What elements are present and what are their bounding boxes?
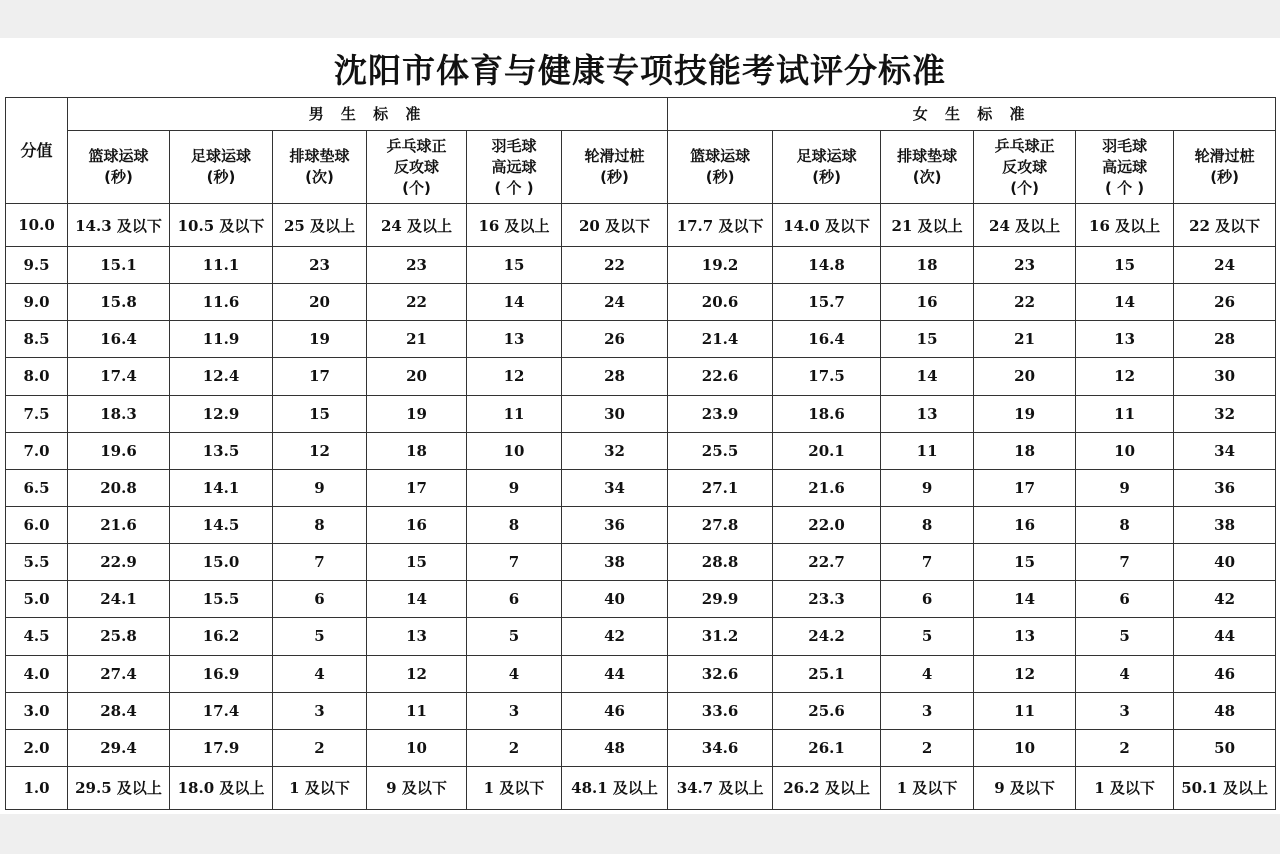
table-cell: 21.6 (68, 506, 170, 543)
score-value-cell: 5.5 (6, 544, 68, 581)
score-value-cell: 4.5 (6, 618, 68, 655)
table-cell: 28 (1174, 321, 1276, 358)
table-cell: 27.8 (668, 506, 773, 543)
header-line: 轮滑过桩 (1194, 147, 1255, 165)
header-line: 羽毛球 (1102, 136, 1148, 155)
table-cell: 40 (562, 581, 668, 618)
table-cell: 17.4 (68, 358, 170, 395)
table-cell: 25.5 (668, 432, 773, 469)
table-cell: 11 (1076, 395, 1174, 432)
table-cell: 9 (467, 469, 562, 506)
table-cell: 22.0 (773, 506, 881, 543)
table-cell: 22 (974, 284, 1076, 321)
table-cell: 17.9 (170, 729, 273, 766)
table-cell: 3 (273, 692, 367, 729)
table-cell: 24.1 (68, 581, 170, 618)
table-cell: 11 (881, 432, 974, 469)
table-row (6, 358, 1276, 395)
score-value-cell: 4.0 (6, 655, 68, 692)
table-cell: 18 (881, 247, 974, 284)
table-cell: 4 (1076, 655, 1174, 692)
table-cell: 13 (367, 618, 467, 655)
table-row (6, 618, 1276, 655)
table-cell: 22 (367, 284, 467, 321)
score-column-header: 分值 (6, 98, 68, 204)
header-line: (秒) (600, 168, 629, 186)
table-cell: 29.5 及以上 (68, 766, 170, 809)
header-line: (秒) (104, 168, 133, 186)
table-cell: 16 (881, 284, 974, 321)
table-cell: 11.9 (170, 321, 273, 358)
table-cell: 13 (467, 321, 562, 358)
female-standard-header: 女 生 标 准 (668, 98, 1276, 131)
table-cell: 11 (974, 692, 1076, 729)
table-cell: 12 (974, 655, 1076, 692)
header-line: (秒) (812, 168, 841, 186)
table-row (6, 321, 1276, 358)
table-cell: 23 (367, 247, 467, 284)
table-cell: 25 及以上 (273, 204, 367, 247)
table-row (6, 766, 1276, 809)
table-cell: 21.4 (668, 321, 773, 358)
female-table-tennis-header (974, 131, 1076, 204)
table-cell: 4 (881, 655, 974, 692)
male-roller-skating-header (562, 131, 668, 204)
table-cell: 3 (467, 692, 562, 729)
table-cell: 26.1 (773, 729, 881, 766)
column-header-row (6, 131, 1276, 204)
table-row (6, 544, 1276, 581)
table-cell: 18.3 (68, 395, 170, 432)
table-cell: 25.6 (773, 692, 881, 729)
male-volleyball-bump-header (273, 131, 367, 204)
header-line: 高远球 (1102, 157, 1148, 176)
table-cell: 6 (467, 581, 562, 618)
table-cell: 15.7 (773, 284, 881, 321)
table-cell: 5 (1076, 618, 1174, 655)
table-cell: 19 (367, 395, 467, 432)
table-cell: 9 (273, 469, 367, 506)
table-cell: 1 及以下 (273, 766, 367, 809)
table-cell: 24.2 (773, 618, 881, 655)
table-cell: 18 (974, 432, 1076, 469)
table-cell: 30 (562, 395, 668, 432)
table-cell: 34.6 (668, 729, 773, 766)
table-cell: 6 (1076, 581, 1174, 618)
table-cell: 22.9 (68, 544, 170, 581)
table-row (6, 247, 1276, 284)
table-cell: 17.5 (773, 358, 881, 395)
female-volleyball-bump-header (881, 131, 974, 204)
table-cell: 19 (974, 395, 1076, 432)
table-cell: 48 (562, 729, 668, 766)
table-cell: 32 (1174, 395, 1276, 432)
table-cell: 19 (273, 321, 367, 358)
header-line: (个) (1010, 178, 1039, 197)
table-cell: 11.1 (170, 247, 273, 284)
table-cell: 14 (367, 581, 467, 618)
table-cell: 21 (974, 321, 1076, 358)
table-cell: 1 及以下 (467, 766, 562, 809)
table-cell: 24 (562, 284, 668, 321)
table-cell: 10 (367, 729, 467, 766)
table-cell: 4 (467, 655, 562, 692)
table-cell: 2 (273, 729, 367, 766)
table-cell: 34.7 及以上 (668, 766, 773, 809)
table-cell: 33.6 (668, 692, 773, 729)
table-cell: 22 及以下 (1174, 204, 1276, 247)
table-cell: 20 及以下 (562, 204, 668, 247)
table-cell: 5 (467, 618, 562, 655)
table-cell: 16.4 (68, 321, 170, 358)
header-line: 羽毛球 (491, 136, 537, 155)
table-cell: 44 (1174, 618, 1276, 655)
header-line: 足球运球 (796, 147, 857, 165)
table-cell: 9 (881, 469, 974, 506)
table-cell: 14 (974, 581, 1076, 618)
female-roller-skating-header (1174, 131, 1276, 204)
female-basketball-dribble-header (668, 131, 773, 204)
table-cell: 15.0 (170, 544, 273, 581)
table-cell: 17 (974, 469, 1076, 506)
male-table-tennis-header (367, 131, 467, 204)
table-cell: 48.1 及以上 (562, 766, 668, 809)
score-value-cell: 1.0 (6, 766, 68, 809)
header-line: (秒) (206, 168, 236, 186)
table-cell: 24 及以上 (367, 204, 467, 247)
table-cell: 16.4 (773, 321, 881, 358)
header-line: 排球垫球 (289, 147, 350, 165)
table-cell: 22.7 (773, 544, 881, 581)
table-cell: 17.7 及以下 (668, 204, 773, 247)
table-cell: 7 (273, 544, 367, 581)
table-cell: 12.9 (170, 395, 273, 432)
table-cell: 5 (273, 618, 367, 655)
female-football-dribble-header (773, 131, 881, 204)
table-cell: 3 (881, 692, 974, 729)
header-line: ( 个 ) (494, 178, 534, 197)
table-cell: 15 (367, 544, 467, 581)
score-value-cell: 10.0 (6, 204, 68, 247)
table-cell: 42 (562, 618, 668, 655)
table-cell: 15.8 (68, 284, 170, 321)
table-row (6, 432, 1276, 469)
table-cell: 15.5 (170, 581, 273, 618)
score-value-cell: 8.0 (6, 358, 68, 395)
table-cell: 10 (1076, 432, 1174, 469)
header-line: ( 个 ) (1105, 178, 1145, 197)
table-cell: 16 及以上 (1076, 204, 1174, 247)
table-cell: 17 (367, 469, 467, 506)
table-cell: 18 (367, 432, 467, 469)
score-sheet (0, 38, 1280, 814)
table-cell: 9 及以下 (974, 766, 1076, 809)
table-cell: 2 (881, 729, 974, 766)
table-cell: 25.1 (773, 655, 881, 692)
table-cell: 8 (1076, 506, 1174, 543)
table-cell: 8 (881, 506, 974, 543)
score-value-cell: 3.0 (6, 692, 68, 729)
table-body (6, 204, 1276, 810)
table-row (6, 506, 1276, 543)
table-cell: 24 及以上 (974, 204, 1076, 247)
table-cell: 14 (1076, 284, 1174, 321)
table-cell: 24 (1174, 247, 1276, 284)
table-cell: 23.9 (668, 395, 773, 432)
header-line: 反攻球 (393, 157, 439, 176)
header-line: (次) (912, 168, 942, 186)
table-cell: 6 (273, 581, 367, 618)
table-cell: 2 (467, 729, 562, 766)
score-value-cell: 5.0 (6, 581, 68, 618)
header-line: 乒乓球正 (994, 136, 1055, 155)
table-cell: 32.6 (668, 655, 773, 692)
table-cell: 46 (1174, 655, 1276, 692)
table-cell: 3 (1076, 692, 1174, 729)
score-value-cell: 6.0 (6, 506, 68, 543)
header-line: 乒乓球正 (386, 136, 447, 155)
table-cell: 5 (881, 618, 974, 655)
score-value-cell: 2.0 (6, 729, 68, 766)
table-cell: 7 (881, 544, 974, 581)
table-cell: 26 (562, 321, 668, 358)
table-cell: 15 (467, 247, 562, 284)
table-cell: 16.2 (170, 618, 273, 655)
table-cell: 15 (273, 395, 367, 432)
table-row (6, 395, 1276, 432)
header-line: (秒) (1210, 168, 1239, 186)
table-cell: 46 (562, 692, 668, 729)
table-cell: 1 及以下 (881, 766, 974, 809)
table-cell: 14 (467, 284, 562, 321)
table-cell: 19.6 (68, 432, 170, 469)
table-cell: 50 (1174, 729, 1276, 766)
table-cell: 13 (881, 395, 974, 432)
table-cell: 14.5 (170, 506, 273, 543)
table-cell: 14.8 (773, 247, 881, 284)
male-football-dribble-header (170, 131, 273, 204)
table-cell: 10 (467, 432, 562, 469)
header-line: 轮滑过桩 (584, 147, 645, 165)
table-cell: 20 (367, 358, 467, 395)
table-cell: 15 (1076, 247, 1174, 284)
table-cell: 22 (562, 247, 668, 284)
table-cell: 27.4 (68, 655, 170, 692)
table-cell: 30 (1174, 358, 1276, 395)
table-cell: 25.8 (68, 618, 170, 655)
table-cell: 18.0 及以上 (170, 766, 273, 809)
table-cell: 2 (1076, 729, 1174, 766)
table-cell: 8 (273, 506, 367, 543)
header-line: 排球垫球 (897, 147, 958, 165)
table-cell: 50.1 及以上 (1174, 766, 1276, 809)
table-cell: 14 (881, 358, 974, 395)
table-cell: 16 (974, 506, 1076, 543)
score-value-cell: 6.5 (6, 469, 68, 506)
header-line: 篮球运球 (88, 147, 149, 165)
score-value-cell: 7.0 (6, 432, 68, 469)
score-value-cell: 9.5 (6, 247, 68, 284)
table-cell: 40 (1174, 544, 1276, 581)
table-cell: 13.5 (170, 432, 273, 469)
table-cell: 11.6 (170, 284, 273, 321)
table-cell: 36 (562, 506, 668, 543)
header-line: 足球运球 (190, 147, 251, 165)
table-cell: 28.8 (668, 544, 773, 581)
table-cell: 9 (1076, 469, 1174, 506)
table-cell: 20.6 (668, 284, 773, 321)
table-cell: 20 (273, 284, 367, 321)
table-cell: 14.1 (170, 469, 273, 506)
table-cell: 12.4 (170, 358, 273, 395)
table-cell: 20 (974, 358, 1076, 395)
table-cell: 36 (1174, 469, 1276, 506)
table-row (6, 692, 1276, 729)
table-cell: 13 (1076, 321, 1174, 358)
table-cell: 12 (367, 655, 467, 692)
table-cell: 6 (881, 581, 974, 618)
table-row (6, 729, 1276, 766)
male-standard-header: 男 生 标 准 (68, 98, 668, 131)
table-cell: 38 (1174, 506, 1276, 543)
table-cell: 18.6 (773, 395, 881, 432)
score-value-cell: 9.0 (6, 284, 68, 321)
table-row (6, 204, 1276, 247)
header-line: 反攻球 (1002, 157, 1048, 176)
table-cell: 12 (467, 358, 562, 395)
table-cell: 23 (974, 247, 1076, 284)
table-cell: 26.2 及以上 (773, 766, 881, 809)
table-cell: 34 (1174, 432, 1276, 469)
table-cell: 16 及以上 (467, 204, 562, 247)
table-cell: 38 (562, 544, 668, 581)
table-cell: 14.0 及以下 (773, 204, 881, 247)
table-cell: 29.9 (668, 581, 773, 618)
table-cell: 26 (1174, 284, 1276, 321)
table-cell: 15 (974, 544, 1076, 581)
male-badminton-clear-header (467, 131, 562, 204)
table-cell: 48 (1174, 692, 1276, 729)
table-cell: 31.2 (668, 618, 773, 655)
table-cell: 12 (273, 432, 367, 469)
table-cell: 8 (467, 506, 562, 543)
table-cell: 1 及以下 (1076, 766, 1174, 809)
table-cell: 12 (1076, 358, 1174, 395)
table-cell: 20.8 (68, 469, 170, 506)
table-cell: 27.1 (668, 469, 773, 506)
table-cell: 23 (273, 247, 367, 284)
table-cell: 10 (974, 729, 1076, 766)
table-cell: 11 (467, 395, 562, 432)
table-row (6, 655, 1276, 692)
table-cell: 21 及以上 (881, 204, 974, 247)
table-cell: 32 (562, 432, 668, 469)
table-cell: 20.1 (773, 432, 881, 469)
table-cell: 28.4 (68, 692, 170, 729)
table-cell: 34 (562, 469, 668, 506)
table-cell: 19.2 (668, 247, 773, 284)
table-cell: 11 (367, 692, 467, 729)
table-cell: 16 (367, 506, 467, 543)
table-cell: 17.4 (170, 692, 273, 729)
female-badminton-clear-header (1076, 131, 1174, 204)
table-cell: 17 (273, 358, 367, 395)
page-title: 沈阳市体育与健康专项技能考试评分标准 (334, 51, 946, 90)
table-cell: 7 (1076, 544, 1174, 581)
header-line: (秒) (705, 168, 735, 186)
score-value-cell: 8.5 (6, 321, 68, 358)
table-cell: 22.6 (668, 358, 773, 395)
table-cell: 21.6 (773, 469, 881, 506)
table-cell: 23.3 (773, 581, 881, 618)
table-cell: 14.3 及以下 (68, 204, 170, 247)
table-cell: 10.5 及以下 (170, 204, 273, 247)
table-cell: 28 (562, 358, 668, 395)
score-value-cell: 7.5 (6, 395, 68, 432)
table-row (6, 469, 1276, 506)
table-cell: 44 (562, 655, 668, 692)
table-row (6, 284, 1276, 321)
male-basketball-dribble-header (68, 131, 170, 204)
table-row (6, 581, 1276, 618)
table-cell: 42 (1174, 581, 1276, 618)
header-line: (次) (305, 168, 334, 186)
table-cell: 16.9 (170, 655, 273, 692)
table-cell: 15.1 (68, 247, 170, 284)
header-line: 篮球运球 (690, 147, 751, 165)
header-line: 高远球 (491, 157, 537, 176)
table-cell: 7 (467, 544, 562, 581)
score-table (5, 97, 1276, 810)
table-cell: 9 及以下 (367, 766, 467, 809)
table-cell: 21 (367, 321, 467, 358)
table-cell: 13 (974, 618, 1076, 655)
table-cell: 15 (881, 321, 974, 358)
table-cell: 4 (273, 655, 367, 692)
header-line: (个) (402, 178, 431, 197)
table-cell: 29.4 (68, 729, 170, 766)
